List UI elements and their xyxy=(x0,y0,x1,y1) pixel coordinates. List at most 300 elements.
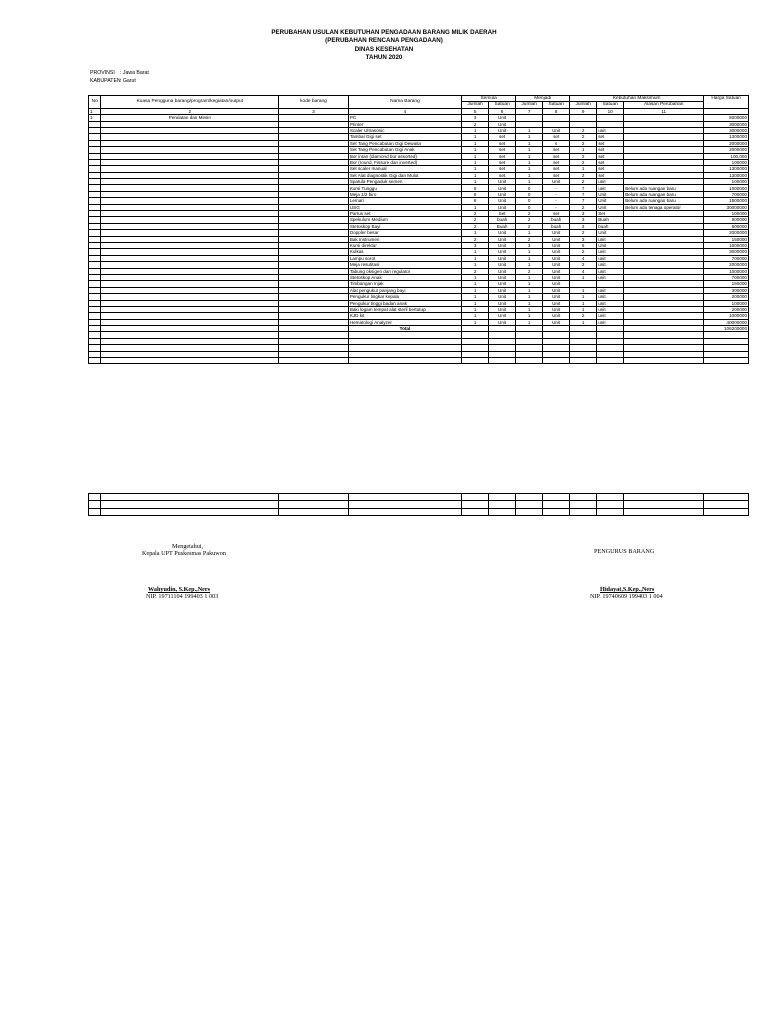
cell-kebutuhan-jumlah: 2 xyxy=(570,249,597,255)
cell-alasan: Belum ada tenaga operator xyxy=(624,204,704,210)
document-agency: DINAS KESEHATAN xyxy=(354,45,414,53)
empty-cell xyxy=(597,501,624,508)
cell-kebutuhan-jumlah: 3 xyxy=(570,236,597,242)
cell-kebutuhan-satuan: unit xyxy=(597,306,624,312)
cell-semula-satuan: Unit xyxy=(489,191,516,197)
cell-harga: 1000000 xyxy=(704,313,749,319)
signature-left-line1: Mengetahui, xyxy=(172,543,204,550)
cell-semula-satuan: Unit xyxy=(489,121,516,127)
cell-menjadi-satuan: - xyxy=(543,185,570,191)
cell-menjadi-jumlah: 2 xyxy=(516,223,543,229)
cell-semula-satuan: set xyxy=(489,172,516,178)
signature-right-nip: NIP. 19740609 199403 1 004 xyxy=(590,593,663,600)
cell-menjadi-jumlah: 3 xyxy=(516,242,543,248)
cell-nama: Spekulum Medium xyxy=(348,217,461,223)
cell-semula-jumlah: 1 xyxy=(462,166,489,172)
cell-menjadi-jumlah: 1 xyxy=(516,153,543,159)
cell-semula-jumlah: 3 xyxy=(462,115,489,121)
cell-menjadi-satuan: set xyxy=(543,159,570,165)
header-alasan: Alasan Perubahan xyxy=(624,102,704,108)
cell-menjadi-jumlah: 1 xyxy=(516,294,543,300)
cell-semula-satuan: Unit xyxy=(489,294,516,300)
cell-semula-jumlah: 2 xyxy=(462,211,489,217)
cell-nama: Scaler Ultrasonic xyxy=(348,127,461,133)
blank-table xyxy=(88,493,749,516)
cell-kebutuhan-jumlah: 1 xyxy=(570,306,597,312)
cell-kebutuhan-satuan: Set xyxy=(597,211,624,217)
cell-nama: Baki logam tempat alat steril bertutup xyxy=(348,306,461,312)
cell-menjadi-satuan: Unit xyxy=(543,313,570,319)
empty-cell xyxy=(101,501,279,508)
cell-menjadi-satuan: Unit xyxy=(543,281,570,287)
col-number: 2 xyxy=(101,108,279,114)
empty-row xyxy=(89,358,749,364)
cell-kebutuhan-jumlah: 2 xyxy=(570,230,597,236)
empty-cell xyxy=(89,508,101,515)
cell-kebutuhan-jumlah: 2 xyxy=(570,262,597,268)
cell-nama: Spatula Pengaduk semen xyxy=(348,179,461,185)
cell-harga: 100,000 xyxy=(704,153,749,159)
cell-menjadi-jumlah: 2 xyxy=(516,211,543,217)
cell-harga: 300000 xyxy=(704,287,749,293)
cell-semula-satuan: Unit xyxy=(489,287,516,293)
cell-menjadi-jumlah: 1 xyxy=(516,274,543,280)
cell-harga: 600000 xyxy=(704,217,749,223)
col-number: 4 xyxy=(348,108,461,114)
total-value: 106200000 xyxy=(704,326,749,332)
provinsi-label: PROVINSI xyxy=(90,70,115,76)
cell-menjadi-jumlah: 1 xyxy=(516,179,543,185)
cell-menjadi-satuan: Unit xyxy=(543,262,570,268)
header-kebutuhan-jumlah: Jumlah xyxy=(570,102,597,108)
cell-menjadi-satuan: - xyxy=(543,198,570,204)
empty-cell xyxy=(516,358,543,364)
signature-right xyxy=(590,548,714,600)
cell-menjadi-satuan: Unit xyxy=(543,127,570,133)
header-row-1 xyxy=(89,96,749,102)
cell-semula-satuan: Set xyxy=(489,211,516,217)
col-number: 6 xyxy=(489,108,516,114)
cell-kebutuhan-satuan: Buah xyxy=(597,217,624,223)
cell-nama: Stetoskop Anak xyxy=(348,274,461,280)
kabupaten-label: KABUPATEN xyxy=(90,78,121,84)
cell-menjadi-satuan: Unit xyxy=(543,287,570,293)
cell-kebutuhan-satuan: Unit xyxy=(597,242,624,248)
empty-cell xyxy=(597,494,624,501)
cell-kebutuhan-jumlah: 2 xyxy=(570,153,597,159)
cell-kebutuhan-satuan: unit xyxy=(597,179,624,185)
empty-cell xyxy=(543,494,570,501)
cell-kebutuhan-satuan: unit xyxy=(597,294,624,300)
cell-menjadi-satuan: set xyxy=(543,166,570,172)
cell-semula-satuan: set xyxy=(489,159,516,165)
empty-cell xyxy=(570,501,597,508)
cell-harga: 100000 xyxy=(704,300,749,306)
cell-harga: 100000 xyxy=(704,179,749,185)
cell-kebutuhan-jumlah: 1 xyxy=(570,319,597,325)
cell-alasan: Belum ada ruangan baru xyxy=(624,191,704,197)
cell-nama: Tabung oksigen dan regulator xyxy=(348,268,461,274)
cell-semula-jumlah: 2 xyxy=(462,223,489,229)
cell-nama: Pengukur lingkar kepala xyxy=(348,294,461,300)
cell-menjadi-satuan: Unit xyxy=(543,230,570,236)
empty-cell xyxy=(597,508,624,515)
cell-semula-satuan: Buah xyxy=(489,223,516,229)
cell-harga: 3000000 xyxy=(704,249,749,255)
cell-semula-satuan: set xyxy=(489,134,516,140)
cell-semula-satuan: Unit xyxy=(489,319,516,325)
cell-kebutuhan-satuan: set xyxy=(597,147,624,153)
cell-kebutuhan-satuan: set xyxy=(597,140,624,146)
cell-menjadi-jumlah: 1 xyxy=(516,147,543,153)
cell-kebutuhan-jumlah: 1 xyxy=(570,287,597,293)
header-kode: kode barang xyxy=(279,96,349,109)
empty-row xyxy=(89,494,749,501)
cell-nama: KJD kit xyxy=(348,313,461,319)
cell-no: 1 xyxy=(89,115,101,121)
header-harga: Harga Satuan xyxy=(704,96,749,109)
header-no: No xyxy=(89,96,101,109)
cell-kebutuhan-satuan: Unit xyxy=(597,230,624,236)
cell-kebutuhan-satuan: unit xyxy=(597,274,624,280)
cell-semula-jumlah: 1 xyxy=(462,140,489,146)
cell-nama: Kursi Tunggu xyxy=(348,185,461,191)
cell-alasan: Belum ada ruangan baru xyxy=(624,185,704,191)
cell-semula-jumlah: 1 xyxy=(462,255,489,261)
cell-kebutuhan-jumlah: 1 xyxy=(570,294,597,300)
cell-nama: Partus set xyxy=(348,211,461,217)
cell-kebutuhan-jumlah: 1 xyxy=(570,166,597,172)
cell-kebutuhan-jumlah: 2 xyxy=(570,172,597,178)
cell-nama: Tambal Gigi set xyxy=(348,134,461,140)
cell-semula-jumlah: 1 xyxy=(462,319,489,325)
cell-kebutuhan-satuan: unit xyxy=(597,127,624,133)
cell-kebutuhan-satuan: unit xyxy=(597,287,624,293)
signature-left-line2: Kepala UPT Puskesmas Pakuwon xyxy=(142,550,226,558)
cell-menjadi-satuan: set xyxy=(543,134,570,140)
cell-nama: Set Alat diagnostik Gigi dan Mulut xyxy=(348,172,461,178)
empty-cell xyxy=(704,358,749,364)
cell-harga: 5000000 xyxy=(704,115,749,121)
empty-cell xyxy=(704,494,749,501)
cell-nama: Kulkas xyxy=(348,249,461,255)
cell-menjadi-jumlah: 1 xyxy=(516,166,543,172)
empty-cell xyxy=(570,494,597,501)
procurement-table xyxy=(88,95,749,364)
cell-menjadi-satuan: set xyxy=(543,153,570,159)
empty-cell xyxy=(462,508,489,515)
cell-semula-satuan: Unit xyxy=(489,281,516,287)
cell-semula-satuan: Unit xyxy=(489,306,516,312)
empty-cell xyxy=(489,508,516,515)
document-year: TAHUN 2020 xyxy=(365,53,403,61)
cell-nama: PC xyxy=(348,115,461,121)
empty-cell xyxy=(279,508,349,515)
cell-menjadi-jumlah: 1 xyxy=(516,319,543,325)
cell-semula-satuan: Unit xyxy=(489,262,516,268)
cell-nama: Stetoskop Bayi xyxy=(348,223,461,229)
cell-menjadi-satuan: set xyxy=(543,211,570,217)
cell-nama: Printer xyxy=(348,121,461,127)
cell-kebutuhan-jumlah: 7 xyxy=(570,191,597,197)
cell-semula-jumlah: 1 xyxy=(462,287,489,293)
cell-kebutuhan-satuan: buah xyxy=(597,223,624,229)
cell-semula-jumlah: 6 xyxy=(462,191,489,197)
cell-semula-jumlah: 6 xyxy=(462,185,489,191)
cell-menjadi-jumlah: 1 xyxy=(516,313,543,319)
cell-menjadi-satuan: Unit xyxy=(543,300,570,306)
cell-semula-satuan: set xyxy=(489,153,516,159)
empty-cell xyxy=(89,501,101,508)
cell-kebutuhan-jumlah: 4 xyxy=(570,255,597,261)
document-title-block xyxy=(0,29,768,62)
cell-menjadi-jumlah: 0 xyxy=(516,185,543,191)
empty-cell xyxy=(348,358,461,364)
cell-menjadi-jumlah: 1 xyxy=(516,134,543,140)
cell-semula-satuan: Unit xyxy=(489,127,516,133)
header-semula-satuan: Satuan xyxy=(489,102,516,108)
cell-menjadi-satuan: buah xyxy=(543,223,570,229)
kabupaten-value: : Garut xyxy=(120,78,136,84)
cell-nama: Lemari xyxy=(348,198,461,204)
empty-cell xyxy=(462,501,489,508)
empty-cell xyxy=(348,494,461,501)
cell-semula-satuan: set xyxy=(489,140,516,146)
cell-nama: Hematologi Analyzer xyxy=(348,319,461,325)
header-menjadi: Menjadi xyxy=(516,96,570,102)
col-number: 3 xyxy=(279,108,349,114)
cell-semula-jumlah: 1 xyxy=(462,147,489,153)
header-kebutuhan: Kebutuhan Maksimum xyxy=(570,96,704,102)
cell-menjadi-jumlah: 1 xyxy=(516,172,543,178)
col-number: 9 xyxy=(570,108,597,114)
cell-kuasa: Peralatan dan Mesin xyxy=(101,115,279,121)
cell-semula-jumlah: 3 xyxy=(462,242,489,248)
cell-semula-satuan: buah xyxy=(489,217,516,223)
cell-harga: 200000 xyxy=(704,306,749,312)
empty-cell xyxy=(704,508,749,515)
cell-menjadi-jumlah: 1 xyxy=(516,300,543,306)
cell-harga: 200000 xyxy=(704,294,749,300)
cell-kebutuhan-jumlah: 2 xyxy=(570,140,597,146)
cell-nama: Set scaler manual xyxy=(348,166,461,172)
cell-kebutuhan-satuan: unit xyxy=(597,262,624,268)
signature-right-title: PENGURUS BARANG xyxy=(594,548,655,555)
cell-menjadi-jumlah: 1 xyxy=(516,255,543,261)
cell-semula-satuan: Unit xyxy=(489,115,516,121)
cell-kebutuhan-jumlah: 3 xyxy=(570,211,597,217)
cell-menjadi-satuan: - xyxy=(543,204,570,210)
cell-kebutuhan-jumlah: 7 xyxy=(570,185,597,191)
cell-kebutuhan-satuan: set xyxy=(597,159,624,165)
cell-semula-jumlah: 1 xyxy=(462,294,489,300)
empty-cell xyxy=(624,501,704,508)
cell-harga: 2000000 xyxy=(704,230,749,236)
cell-kebutuhan-satuan: unit xyxy=(597,268,624,274)
cell-semula-jumlah: 1 xyxy=(462,134,489,140)
cell-kebutuhan-jumlah: 3 xyxy=(570,217,597,223)
cell-semula-satuan: Unit xyxy=(489,204,516,210)
empty-cell xyxy=(279,358,349,364)
cell-nama: Kursi direktur xyxy=(348,242,461,248)
empty-cell xyxy=(101,358,279,364)
cell-kebutuhan-jumlah: 1 xyxy=(570,300,597,306)
cell-semula-jumlah: 1 xyxy=(462,172,489,178)
signature-left-name: Wahyudin, S.Kep.,Ners xyxy=(148,586,211,593)
cell-nama: Bor (round, Fissure dan inverted) xyxy=(348,159,461,165)
empty-cell xyxy=(89,494,101,501)
cell-nama: Doppler besar xyxy=(348,230,461,236)
cell-semula-satuan: Unit xyxy=(489,198,516,204)
cell-semula-jumlah: 6 xyxy=(462,198,489,204)
cell-harga: 1000000 xyxy=(704,268,749,274)
cell-nama: Set Tang Pencabutan Gigi Anak xyxy=(348,147,461,153)
col-number: 1 xyxy=(89,108,101,114)
cell-semula-jumlah: 1 xyxy=(462,306,489,312)
empty-cell xyxy=(489,501,516,508)
cell-menjadi-satuan: Unit xyxy=(543,255,570,261)
cell-menjadi-jumlah: 1 xyxy=(516,230,543,236)
cell-menjadi-satuan: Unit xyxy=(543,319,570,325)
cell-menjadi-satuan: Unit xyxy=(543,236,570,242)
cell-menjadi-jumlah: 1 xyxy=(516,127,543,133)
provinsi-line xyxy=(90,70,149,76)
header-nama: Nama Barang xyxy=(348,96,461,109)
empty-cell xyxy=(516,508,543,515)
cell-semula-jumlah: 1 xyxy=(462,300,489,306)
signature-left-nip: NIP. 19711104 199403 1 003 xyxy=(146,593,219,600)
cell-menjadi-satuan: Unit xyxy=(543,274,570,280)
cell-semula-jumlah: 1 xyxy=(462,262,489,268)
cell-nama: Meja 1/2 biro xyxy=(348,191,461,197)
header-menjadi-jumlah: Jumlah xyxy=(516,102,543,108)
cell-harga: 1300000 xyxy=(704,134,749,140)
empty-cell xyxy=(101,494,279,501)
cell-harga: 3000000 xyxy=(704,121,749,127)
cell-semula-satuan: Unit xyxy=(489,300,516,306)
cell-menjadi-jumlah: 1 xyxy=(516,140,543,146)
cell-harga: 150000 xyxy=(704,236,749,242)
cell-menjadi-jumlah: 2 xyxy=(516,268,543,274)
cell-nama: Bak Instrumen xyxy=(348,236,461,242)
signature-left xyxy=(142,543,302,600)
cell-harga: 2000000 xyxy=(704,140,749,146)
cell-harga: 1000000 xyxy=(704,185,749,191)
cell-kebutuhan-jumlah: 3 xyxy=(570,223,597,229)
empty-cell xyxy=(489,494,516,501)
cell-menjadi-jumlah: 1 xyxy=(516,159,543,165)
cell-nama: Alat pengukur panjang bayi xyxy=(348,287,461,293)
cell-semula-satuan: Unit xyxy=(489,249,516,255)
cell-harga: 700000 xyxy=(704,255,749,261)
provinsi-value: : Jawa Barat xyxy=(120,70,149,76)
cell-harga: 1300000 xyxy=(704,172,749,178)
empty-cell xyxy=(279,501,349,508)
empty-cell xyxy=(570,358,597,364)
cell-harga: 600000 xyxy=(704,223,749,229)
document-title: PERUBAHAN USULAN KEBUTUHAN PENGADAAN BARANG MILIK DAERAH xyxy=(271,29,497,36)
cell-semula-satuan: Unit xyxy=(489,313,516,319)
cell-kebutuhan-satuan: set xyxy=(597,153,624,159)
cell-alasan: Belum ada ruangan baru xyxy=(624,198,704,204)
cell-nama: USG xyxy=(348,204,461,210)
cell-semula-jumlah: 1 xyxy=(462,274,489,280)
cell-kebutuhan-satuan: unit xyxy=(597,185,624,191)
cell-menjadi-jumlah: 1 xyxy=(516,281,543,287)
empty-cell xyxy=(489,358,516,364)
cell-menjadi-jumlah: 2 xyxy=(516,217,543,223)
cell-kebutuhan-jumlah: 5 xyxy=(570,242,597,248)
cell-menjadi-satuan: Unit xyxy=(543,179,570,185)
cell-semula-jumlah: 2 xyxy=(462,121,489,127)
cell-kebutuhan-satuan: set xyxy=(597,172,624,178)
cell-kebutuhan-satuan: unit xyxy=(597,255,624,261)
col-number: 5 xyxy=(462,108,489,114)
cell-kebutuhan-jumlah: 7 xyxy=(570,198,597,204)
cell-semula-satuan: Unit xyxy=(489,185,516,191)
cell-menjadi-satuan: set xyxy=(543,172,570,178)
cell-menjadi-jumlah: 1 xyxy=(516,306,543,312)
col-number: 11 xyxy=(624,108,704,114)
cell-menjadi-jumlah: 1 xyxy=(516,287,543,293)
cell-semula-satuan: Unit xyxy=(489,179,516,185)
empty-cell xyxy=(624,508,704,515)
empty-cell xyxy=(624,358,704,364)
cell-harga: 700000 xyxy=(704,191,749,197)
cell-menjadi-jumlah: 2 xyxy=(516,236,543,242)
cell-harga: 2000000 xyxy=(704,262,749,268)
cell-kebutuhan-satuan: set xyxy=(597,134,624,140)
empty-cell xyxy=(543,358,570,364)
cell-semula-jumlah: 1 xyxy=(462,204,489,210)
cell-kebutuhan-jumlah: 2 xyxy=(570,159,597,165)
total-label: Total xyxy=(348,326,461,332)
cell-semula-jumlah: 1 xyxy=(462,153,489,159)
cell-semula-satuan: Unit xyxy=(489,230,516,236)
cell-kebutuhan-jumlah: 1 xyxy=(570,274,597,280)
cell-semula-jumlah: 1 xyxy=(462,179,489,185)
cell-menjadi-jumlah: 0 xyxy=(516,204,543,210)
cell-harga: 100000 xyxy=(704,211,749,217)
cell-harga: 3000000 xyxy=(704,127,749,133)
cell-menjadi-satuan: Unit xyxy=(543,294,570,300)
header-semula: Semula xyxy=(462,96,516,102)
cell-nama: Meja resutitasi xyxy=(348,262,461,268)
empty-cell xyxy=(570,508,597,515)
cell-harga: 1300000 xyxy=(704,166,749,172)
header-menjadi-satuan: Satuan xyxy=(543,102,570,108)
cell-harga: 30000000 xyxy=(704,204,749,210)
cell-menjadi-satuan: Unit xyxy=(543,249,570,255)
cell-harga: 1500000 xyxy=(704,198,749,204)
cell-menjadi-jumlah: 1 xyxy=(516,249,543,255)
cell-kebutuhan-satuan: unit xyxy=(597,236,624,242)
cell-menjadi-jumlah: 1 xyxy=(516,262,543,268)
cell-kebutuhan-satuan: set xyxy=(597,166,624,172)
cell-kebutuhan-satuan: unit xyxy=(597,249,624,255)
cell-semula-satuan: set xyxy=(489,147,516,153)
cell-kebutuhan-jumlah: 2 xyxy=(570,313,597,319)
cell-menjadi-satuan: - xyxy=(543,191,570,197)
empty-cell xyxy=(279,494,349,501)
col-number: 7 xyxy=(516,108,543,114)
empty-cell xyxy=(516,494,543,501)
cell-semula-jumlah: 1 xyxy=(462,281,489,287)
cell-kebutuhan-jumlah: 2 xyxy=(570,204,597,210)
header-semula-jumlah: Jumlah xyxy=(462,102,489,108)
empty-row xyxy=(89,501,749,508)
cell-kebutuhan-satuan: unit xyxy=(597,319,624,325)
